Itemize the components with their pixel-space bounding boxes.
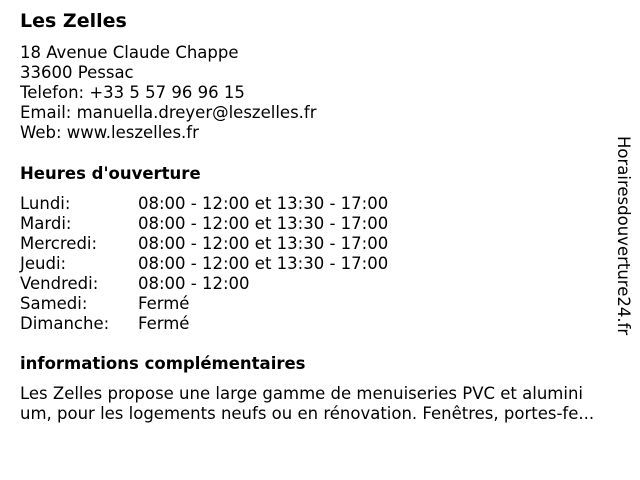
day-label: Vendredi: bbox=[20, 274, 99, 293]
hours-value: Fermé bbox=[138, 294, 190, 313]
opening-hours-heading: Heures d'ouverture bbox=[20, 164, 201, 183]
hours-row-thursday bbox=[20, 254, 388, 274]
day-label: Jeudi: bbox=[20, 254, 67, 273]
day-label: Dimanche: bbox=[20, 314, 110, 333]
day-label: Mardi: bbox=[20, 214, 72, 233]
email-address[interactable]: Email: manuella.dreyer@leszelles.fr bbox=[20, 103, 317, 122]
hours-value: 08:00 - 12:00 et 13:30 - 17:00 bbox=[138, 194, 389, 213]
description-line: Les Zelles propose une large gamme de menuiseries PVC et alumini bbox=[20, 384, 583, 403]
business-description bbox=[20, 384, 635, 424]
address-city: 33600 Pessac bbox=[20, 63, 134, 82]
phone-number[interactable]: Telefon: +33 5 57 96 96 15 bbox=[20, 83, 245, 102]
day-label: Mercredi: bbox=[20, 234, 98, 253]
address-street: 18 Avenue Claude Chappe bbox=[20, 43, 239, 62]
description-line: um, pour les logements neufs ou en rénovation. Fenêtres, portes-fe... bbox=[20, 404, 595, 423]
hours-row-sunday bbox=[20, 314, 388, 334]
hours-value: Fermé bbox=[138, 314, 190, 333]
hours-row-tuesday bbox=[20, 214, 388, 234]
hours-row-wednesday bbox=[20, 234, 388, 254]
contact-block bbox=[20, 43, 317, 143]
business-name: Les Zelles bbox=[20, 10, 127, 32]
website-link[interactable]: Web: www.leszelles.fr bbox=[20, 123, 199, 142]
hours-value: 08:00 - 12:00 et 13:30 - 17:00 bbox=[138, 234, 389, 253]
hours-row-friday bbox=[20, 274, 388, 294]
hours-value: 08:00 - 12:00 et 13:30 - 17:00 bbox=[138, 254, 389, 273]
hours-value: 08:00 - 12:00 et 13:30 - 17:00 bbox=[138, 214, 389, 233]
day-label: Lundi: bbox=[20, 194, 71, 213]
hours-row-saturday bbox=[20, 294, 388, 314]
opening-hours-table bbox=[20, 194, 388, 334]
watermark-text: Horairesdouverture24.fr bbox=[614, 136, 633, 336]
hours-row-monday bbox=[20, 194, 388, 214]
site-watermark bbox=[612, 136, 634, 346]
day-label: Samedi: bbox=[20, 294, 88, 313]
additional-info-heading: informations complémentaires bbox=[20, 354, 306, 373]
hours-value: 08:00 - 12:00 bbox=[138, 274, 250, 293]
